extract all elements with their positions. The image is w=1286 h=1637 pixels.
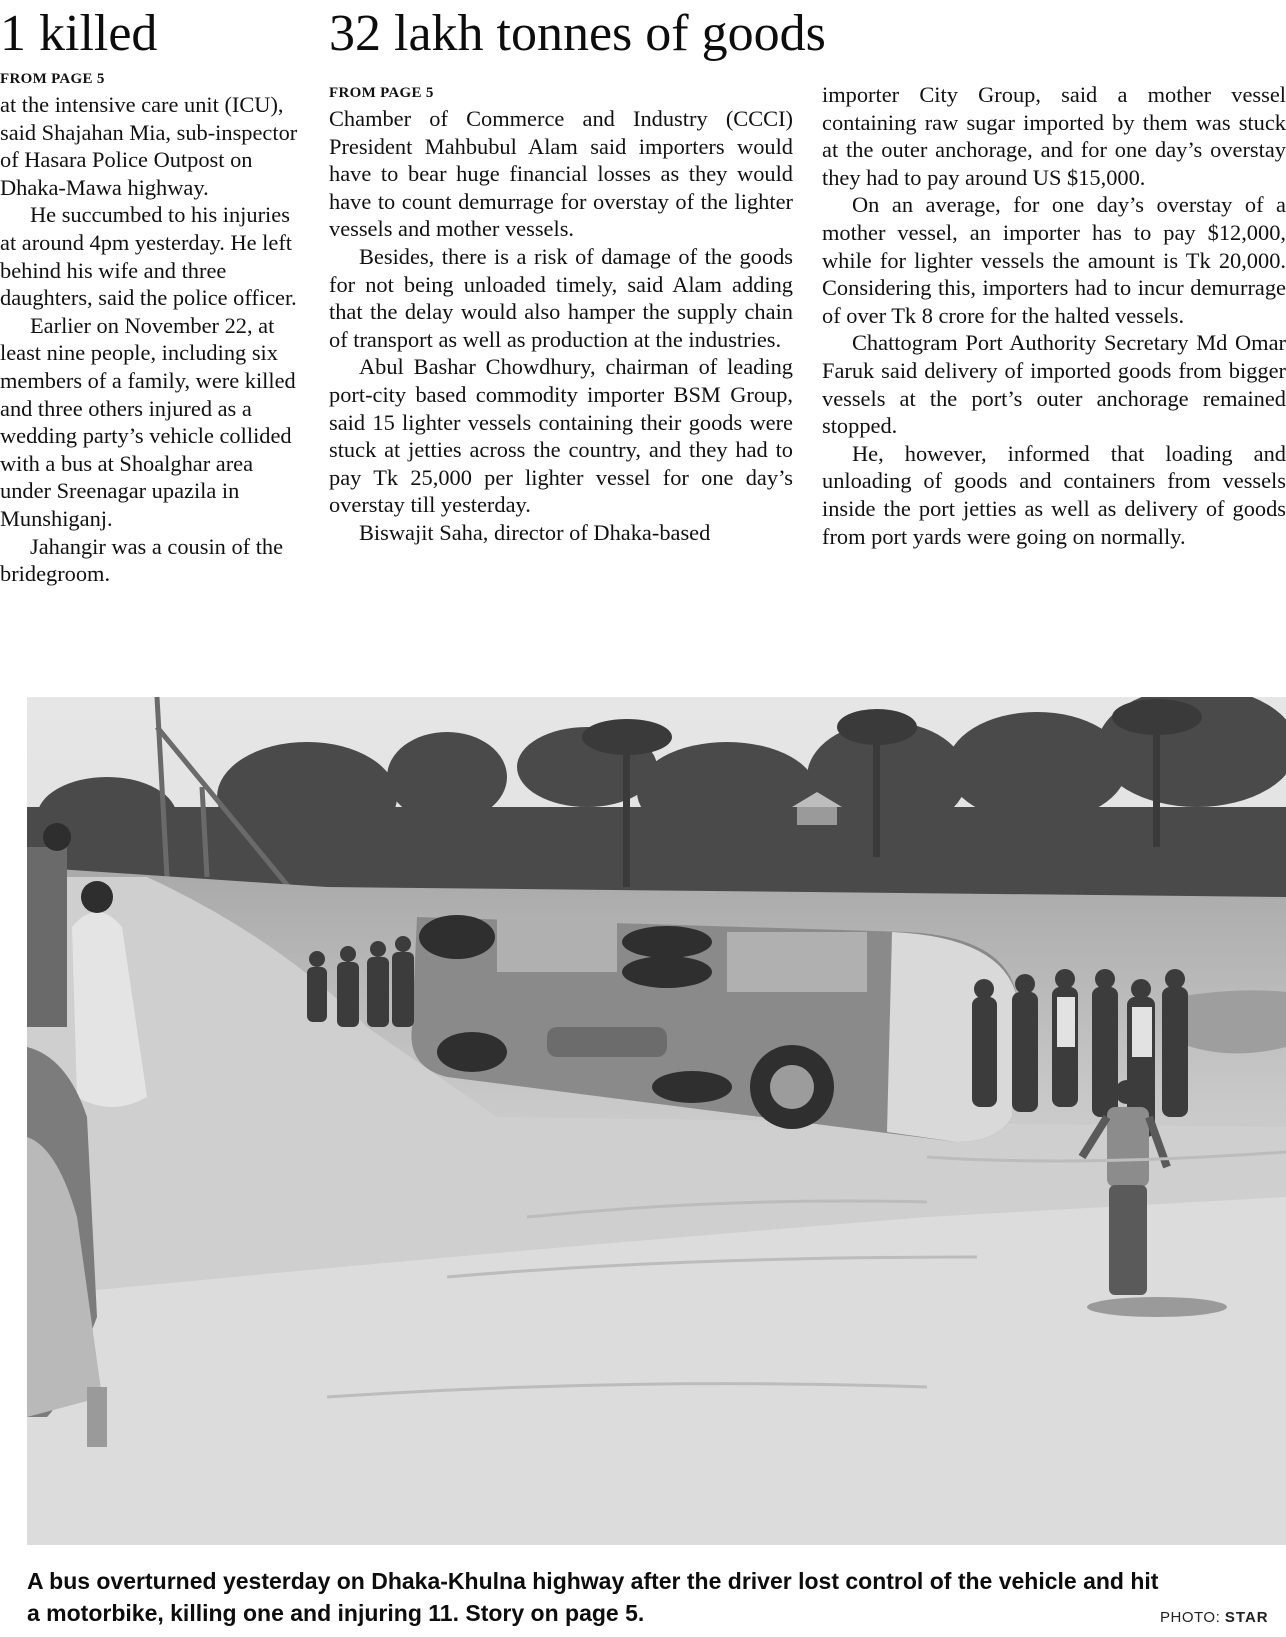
kicker-left: FROM PAGE 5 — [0, 71, 105, 87]
story-right-column-1 — [329, 105, 793, 547]
paragraph: Abul Bashar Chowdhury, chairman of leading port-city based commodity importer BSM Group, said 15 lighter vessels containing their goods were stuck at jetties across the country, and they had to pay Tk 25,000 per lighter vessel for one day’s overstay till yesterday. — [329, 354, 793, 518]
paragraph: at the intensive care unit (ICU), said Shajahan Mia, sub-inspector of Hasara Police Outpost on Dhaka-Mawa highway. — [0, 92, 298, 200]
paragraph: On an average, for one day’s overstay of a mother vessel, an importer has to pay $12,000, while for lighter vessels the amount is Tk 20,000. Considering this, importers had to incur demurrage of over Tk 8 crore for the halted vessels. — [822, 192, 1286, 328]
paragraph: Biswajit Saha, director of Dhaka-based — [359, 519, 711, 545]
story-left-column — [0, 91, 300, 588]
headline-32-lakh-tonnes: 32 lakh tonnes of goods — [329, 5, 826, 62]
paragraph: importer City Group, said a mother vessel containing raw sugar imported by them was stuck at the outer anchorage, and for one day’s overstay they had to pay around US $15,000. — [822, 82, 1286, 190]
headline-1-killed: 1 killed — [0, 5, 158, 62]
photo-caption: A bus overturned yesterday on Dhaka-Khulna highway after the driver lost control of the vehicle and hit a motorbike, killing one and injuring 11. Story on page 5. — [27, 1568, 1159, 1626]
paragraph: Besides, there is a risk of damage of the goods for not being unloaded timely, said Alam adding that the delay would also hamper the supply chain of transport as well as production at the industries. — [329, 243, 793, 352]
photo-credit-label: PHOTO: — [1160, 1609, 1221, 1626]
story-right-column-2 — [822, 81, 1286, 550]
paragraph: He succumbed to his injuries at around 4pm yesterday. He left behind his wife and three daughters, said the police officer. — [0, 202, 297, 311]
paragraph: He, however, informed that loading and unloading of goods and containers from vessels inside the port jetties as well as delivery of goods from port yards were going on normally. — [822, 440, 1286, 549]
paragraph: Chamber of Commerce and Industry (CCCI) President Mahbubul Alam said importers would have to bear huge financial losses as they would have to count demurrage for overstay of the lighter vessels and mother vessels. — [329, 106, 793, 242]
news-photo-overturned-bus — [27, 697, 1286, 1545]
paragraph: Earlier on November 22, at least nine people, including six members of a family, were killed and three others injured as a wedding party’s vehicle collided with a bus at Shoalghar area under Sreenagar upazila in Munshiganj. — [0, 312, 296, 531]
paragraph: Chattogram Port Authority Secretary Md Omar Faruk said delivery of imported goods from bigger vessels at the port’s outer anchorage remained stopped. — [822, 330, 1286, 439]
kicker-right: FROM PAGE 5 — [329, 85, 434, 101]
photo-credit-source: STAR — [1224, 1609, 1269, 1626]
photo-credit — [1160, 1609, 1269, 1627]
paragraph: Jahangir was a cousin of the bridegroom. — [0, 533, 284, 587]
